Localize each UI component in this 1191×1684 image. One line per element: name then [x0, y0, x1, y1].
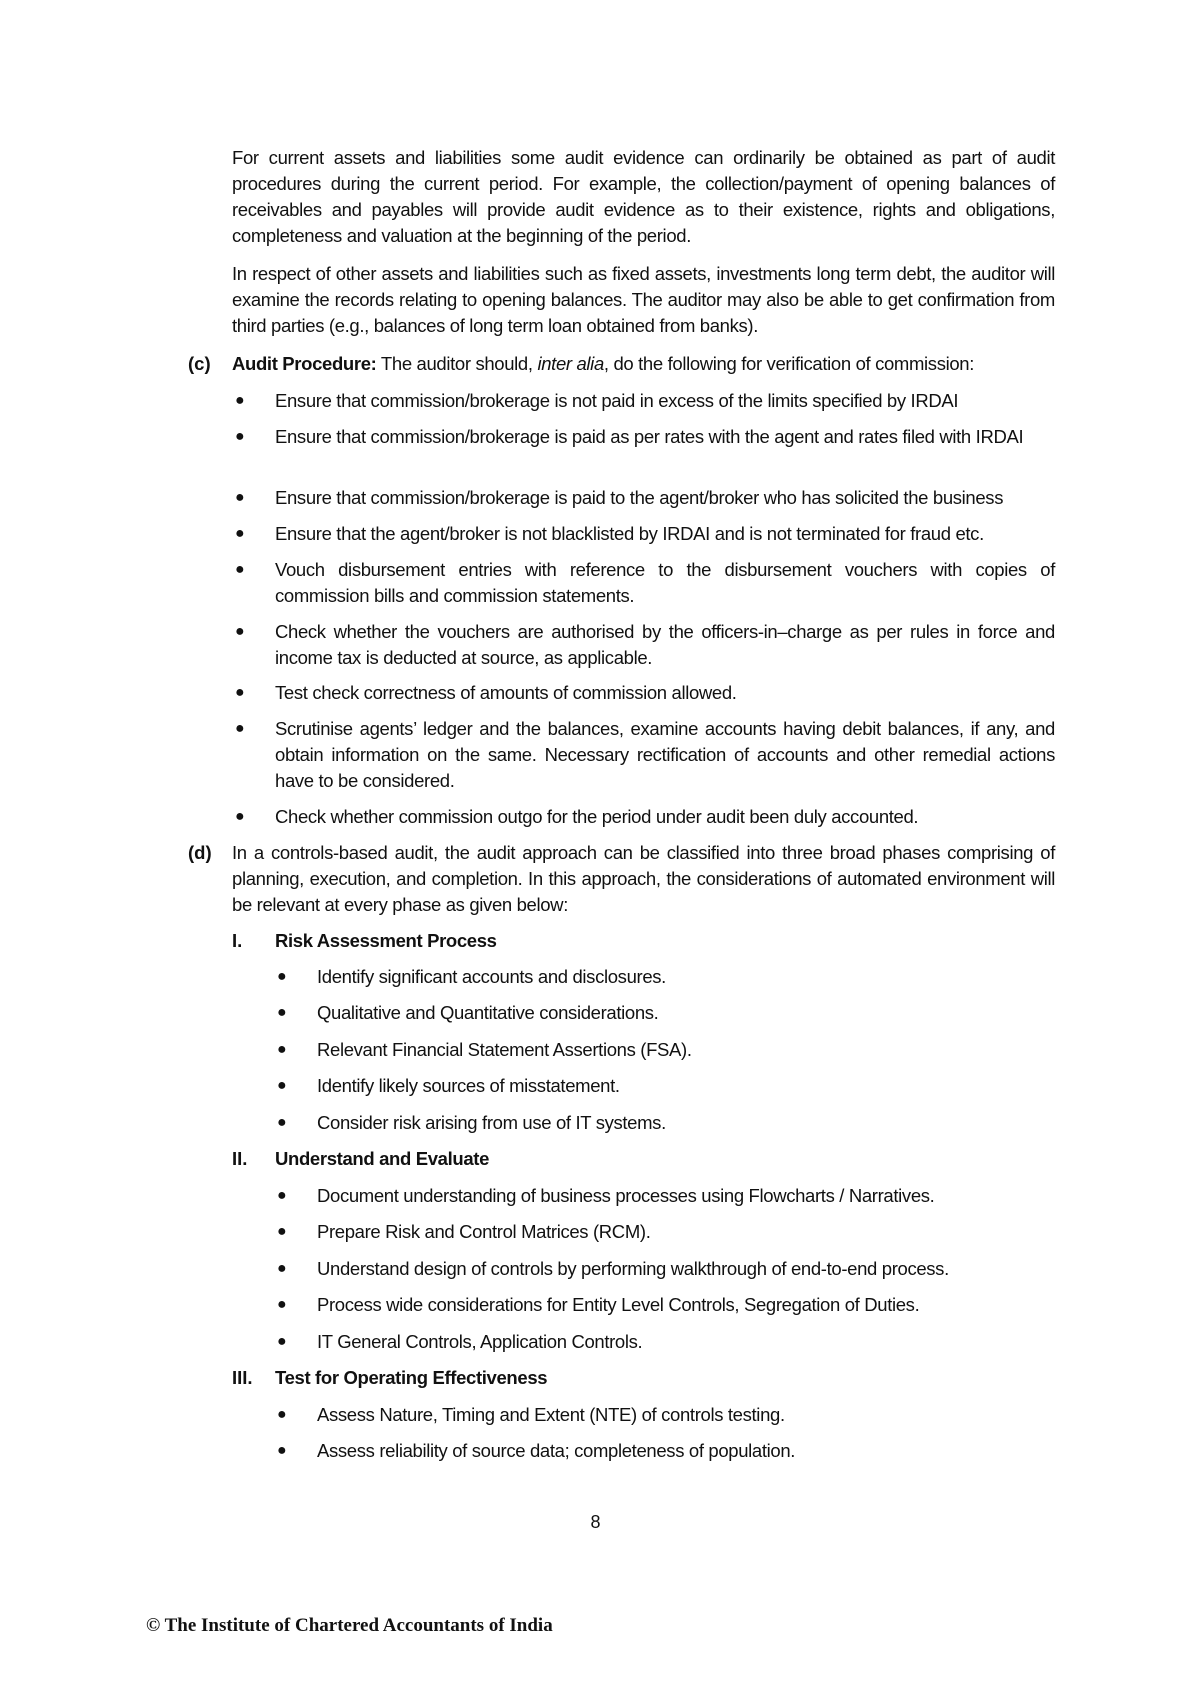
bullet-icon: ●: [277, 1260, 287, 1277]
section-c-bullet-1: Ensure that commission/brokerage is not paid in excess of the limits specified by IRDAI: [275, 390, 959, 411]
subsection-3-bullet-1: Assess Nature, Timing and Extent (NTE) of controls testing.: [317, 1404, 785, 1425]
bullet-icon: ●: [277, 1333, 287, 1350]
section-c-bullet-2: Ensure that commission/brokerage is paid as per rates with the agent and rates filed with IRDAI: [275, 426, 1024, 447]
section-c-bullet-7: Test check correctness of amounts of commission allowed.: [275, 682, 737, 703]
footer-copyright: © The Institute of Chartered Accountants of India: [146, 1615, 553, 1636]
subsection-1-bullet-5: Consider risk arising from use of IT systems.: [317, 1112, 666, 1133]
bullet-icon: ●: [277, 1223, 287, 1240]
page-number: 8: [590, 1512, 601, 1532]
bullet-icon: ●: [277, 1442, 287, 1459]
section-c-text-after: , do the following for verification of commission:: [603, 353, 975, 374]
bullet-icon: ●: [277, 968, 287, 985]
subsection-1-bullet-1: Identify significant accounts and disclosures.: [317, 966, 666, 987]
subsection-1-bullet-4: Identify likely sources of misstatement.: [317, 1075, 620, 1096]
bullet-icon: ●: [235, 561, 245, 578]
section-c-text-before: The auditor should,: [376, 353, 538, 374]
subsection-1-bullet-2: Qualitative and Quantitative considerations.: [317, 1002, 659, 1023]
section-c-label: (c): [188, 353, 211, 374]
section-c-italic: inter alia: [537, 353, 604, 374]
bullet-icon: ●: [235, 808, 245, 825]
bullet-icon: ●: [277, 1077, 287, 1094]
bullet-icon: ●: [277, 1296, 287, 1313]
bullet-icon: ●: [235, 392, 245, 409]
section-c-heading: Audit Procedure:: [232, 353, 377, 374]
bullet-icon: ●: [235, 428, 245, 445]
bullet-icon: ●: [277, 1004, 287, 1021]
section-c-bullet-8: Scrutinise agents’ ledger and the balances, examine accounts having debit balances, if any, and obtain information on the same. Necessary rectification of accounts and other remedial actions have to be considered.: [275, 718, 1055, 791]
section-c-bullet-5: Vouch disbursement entries with reference to the disbursement vouchers with copies of commission bills and commission statements.: [275, 559, 1055, 606]
intro-paragraph-2: In respect of other assets and liabilities such as fixed assets, investments long term debt, the auditor will examine the records relating to opening balances. The auditor may also be able to get confirmation from third parties (e.g., balances of long term loan obtained from banks).: [232, 263, 1055, 336]
subsection-1-bullet-3: Relevant Financial Statement Assertions (FSA).: [317, 1039, 692, 1060]
bullet-icon: ●: [277, 1114, 287, 1131]
bullet-icon: ●: [235, 525, 245, 542]
bullet-icon: ●: [235, 623, 245, 640]
subsection-2-number: II.: [232, 1148, 248, 1169]
subsection-2-bullet-5: IT General Controls, Application Controls.: [317, 1331, 643, 1352]
section-c-bullet-6: Check whether the vouchers are authorised by the officers-in–charge as per rules in force and income tax is deducted at source, as applicable.: [275, 621, 1055, 668]
subsection-3-number: III.: [232, 1367, 253, 1388]
subsection-2-bullet-1: Document understanding of business processes using Flowcharts / Narratives.: [317, 1185, 935, 1206]
bullet-icon: ●: [277, 1406, 287, 1423]
section-d-text: In a controls-based audit, the audit approach can be classified into three broad phases comprising of planning, execution, and completion. In this approach, the considerations of automated environment will be relevant at every phase as given below:: [232, 842, 1055, 915]
bullet-icon: ●: [277, 1041, 287, 1058]
subsection-1-title: Risk Assessment Process: [275, 930, 497, 951]
subsection-2-bullet-4: Process wide considerations for Entity Level Controls, Segregation of Duties.: [317, 1294, 920, 1315]
bullet-icon: ●: [235, 684, 245, 701]
subsection-3-title: Test for Operating Effectiveness: [275, 1367, 548, 1388]
section-d-label: (d): [188, 842, 212, 863]
subsection-1-number: I.: [232, 930, 243, 951]
subsection-3-bullet-2: Assess reliability of source data; completeness of population.: [317, 1440, 796, 1461]
bullet-icon: ●: [235, 489, 245, 506]
section-c-bullet-4: Ensure that the agent/broker is not blacklisted by IRDAI and is not terminated for fraud etc.: [275, 523, 984, 544]
section-c-intro: [232, 351, 1055, 377]
section-c-bullet-9: Check whether commission outgo for the period under audit been duly accounted.: [275, 806, 919, 827]
bullet-icon: ●: [235, 720, 245, 737]
subsection-2-bullet-3: Understand design of controls by performing walkthrough of end-to-end process.: [317, 1258, 949, 1279]
bullet-icon: ●: [277, 1187, 287, 1204]
subsection-2-bullet-2: Prepare Risk and Control Matrices (RCM).: [317, 1221, 651, 1242]
intro-paragraph-1: For current assets and liabilities some audit evidence can ordinarily be obtained as part of audit procedures during the current period. For example, the collection/payment of opening balances of receivables and payables will provide audit evidence as to their existence, rights and obligations, completeness and valuation at the beginning of the period.: [232, 147, 1055, 246]
subsection-2-title: Understand and Evaluate: [275, 1148, 490, 1169]
section-c-bullet-3: Ensure that commission/brokerage is paid to the agent/broker who has solicited the business: [275, 487, 1004, 508]
